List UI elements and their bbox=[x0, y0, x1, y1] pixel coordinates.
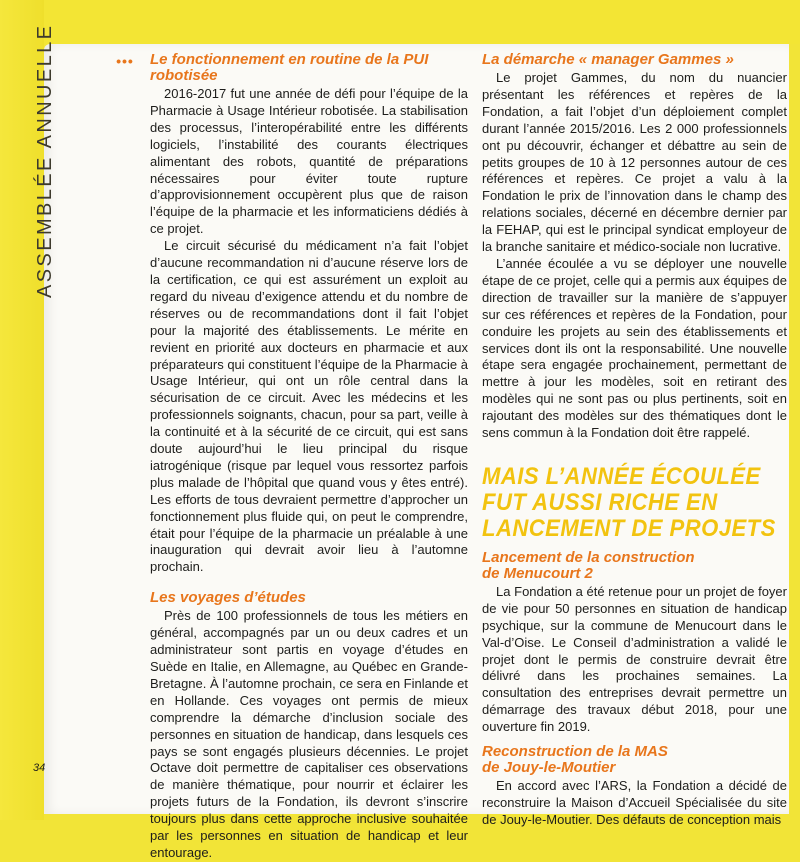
section-heading-jouy-line2: de Jouy-le-Moutier bbox=[482, 759, 616, 777]
big-heading-line2: FUT AUSSI RICHE EN bbox=[482, 488, 718, 516]
paragraph: 2016-2017 fut une année de défi pour l’équipe de la Pharmacie à Usage Intérieur robotisée. La stabilisation des processus, l’interopérabilité entre les différents logiciels, l’instabilité des courants électriques alimentant des robots, quantité de préparations nécessaires pour éviter toute rupture d’approvisionnement occupèrent plus que de raison l’équipe de la pharmacie et les informaticiens dédiés à ce projet. bbox=[150, 86, 468, 237]
section-heading-pui-line2: robotisée bbox=[150, 67, 218, 84]
section-heading-menucourt bbox=[482, 550, 787, 582]
big-heading-line3: LANCEMENT DE PROJETS bbox=[482, 514, 776, 542]
bullet-dots-icon: ••• bbox=[116, 53, 134, 69]
paragraph: La Fondation a été retenue pour un projet de foyer de vie pour 50 personnes en situation de handicap psychique, sur la commune de Menucourt dans le Val-d’Oise. Le Conseil d’administration a validé le projet dont le permis de construire devrait être délivré dans les prochaines semaines. La consultation des entreprises devrait permettre un démarrage des travaux début 2018, pour une ouverture fin 2019. bbox=[482, 583, 787, 735]
section-heading-gammes: La démarche « manager Gammes » bbox=[482, 51, 734, 68]
page-number: 34 bbox=[33, 762, 46, 774]
paragraph: Près de 100 professionnels de tous les métiers en général, accompagnés par un ou deux cadres et un administrateur sont partis en voyage d’études en Suède en Italie, en Allemagne, au Québec en Grande-Bretagne. À l’automne prochain, ce sera en Finlande et en Hollande. Ces voyages ont permis de mieux comprendre la démarche d’inclusion sociale des personnes en situation de handicap, dans lesquels ces pays se sont engagés plusieurs décennies. Le projet Octave doit permettre de capitaliser ces observations de manière thématique, pour nourrir et éclairer les projets futurs de la Fondation, ils devront s’inscrire toujours plus dans cette approche inclusive souhaitée par les personnes en situation de handicap et leur entourage. bbox=[150, 608, 468, 860]
big-heading bbox=[482, 462, 776, 542]
section-heading-menucourt-line1: Lancement de la construction bbox=[482, 548, 695, 566]
section-heading-pui-line1: Le fonctionnement en routine de la PUI bbox=[150, 51, 429, 68]
section-heading-jouy bbox=[482, 744, 787, 776]
right-column bbox=[482, 52, 787, 829]
paragraph: En accord avec l’ARS, la Fondation a décidé de reconstruire la Maison d’Accueil Spécialisée du site de Jouy-le-Moutier. Des défauts de conception mais bbox=[482, 778, 787, 827]
section-heading-voyages: Les voyages d’études bbox=[150, 589, 306, 607]
paragraph: Le projet Gammes, du nom du nuancier présentant les références et repères de la Fondation, a fait l’objet d’un déploiement complet durant l’année 2015/2016. Les 2 000 professionnels ont pu découvrir, échanger et débattre au sein de petits groupes de 10 à 12 personnes autour de ces références et repères. Ce projet a valu à la Fondation le prix de l’innovation dans le champ des relations sociales, décerné en décembre dernier par la FEHAP, qui est le principal syndicat employeur de la branche sanitaire et médico-sociale non lucrative. bbox=[482, 70, 787, 255]
running-head-text: ASSEMBLÉE ANNUELLE bbox=[34, 23, 56, 298]
running-head bbox=[6, 23, 56, 298]
section-heading-pui bbox=[116, 51, 468, 84]
section-heading-jouy-line1: Reconstruction de la MAS bbox=[482, 743, 668, 761]
paragraph: Le circuit sécurisé du médicament n’a fait l’objet d’aucune recommandation ni d’aucune réserve lors de la certification, ce qui est assurément un exploit au regard du niveau d’exigence attendu et du nombre de réserves ou de recommandations dont il fait l’objet pour la majorité des établissements. Le mérite en revient en priorité aux docteurs en pharmacie et aux préparateurs qui constituent l’équipe de la Pharmacie à Usage Intérieur, qui ont un rôle central dans la sécurisation de ce circuit. Avec les médecins et les professionnels soignants, chacun, pour sa part, veille à la continuité et à la sécurité de ce circuit, qui est sans doute aujourd’hui le lieu principal du risque iatrogénique (risque par lequel vous ressortez parfois plus malade de l’hôpital que quand vous y êtes entré). Les efforts de tous devraient permettre d’approcher un fonctionnement plus fluide qui, on peut le comprendre, était pour l’équipe de la pharmacie un préalable à une inauguration qui devrait avoir lieu à l’automne prochain. bbox=[150, 238, 468, 575]
big-heading-line1: MAIS L’ANNÉE ÉCOULÉE bbox=[482, 462, 761, 490]
section-heading-menucourt-line2: de Menucourt 2 bbox=[482, 564, 593, 582]
top-margin-band bbox=[0, 0, 800, 44]
left-column bbox=[116, 51, 468, 862]
paragraph: L’année écoulée a vu se déployer une nouvelle étape de ce projet, celle qui a permis aux équipes de direction de travailler sur la manière de s’appuyer sur ces références et repères de la Fondation, pour conduire les projets au sein des établissements et services dont ils ont la responsabilité. Une nouvelle étape sera engagée prochainement, permettant de mettre à jour les modèles, soit en retirant des modèles qui ne sont pas ou plus pertinents, soit en rajoutant des modèles sur des thématiques dont le sens commun à la Fondation doit être rappelé. bbox=[482, 255, 787, 441]
